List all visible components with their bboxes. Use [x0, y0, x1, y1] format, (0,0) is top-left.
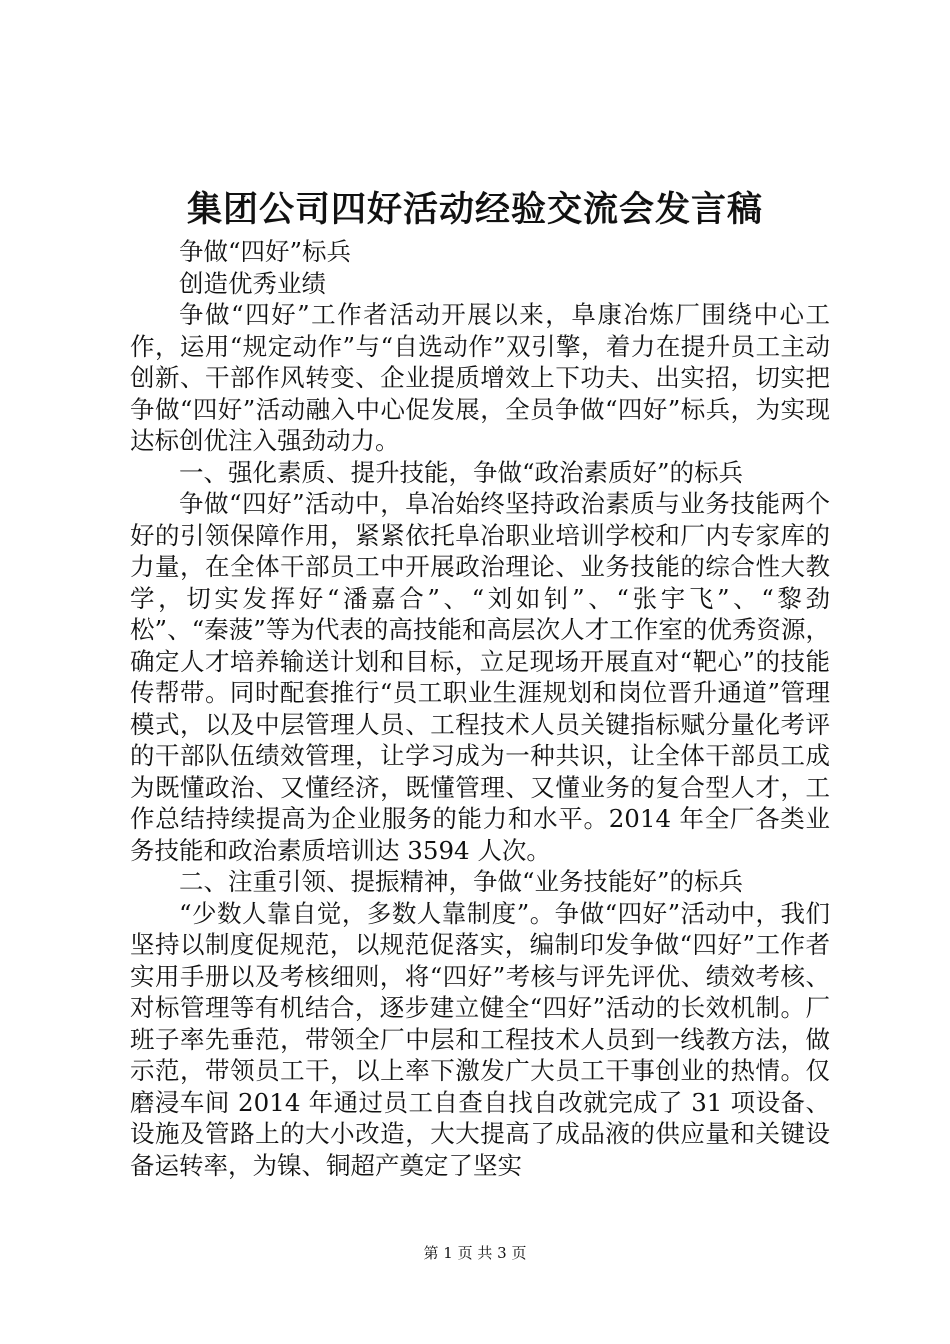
section-heading-2: 二、注重引领、提振精神，争做“业务技能好”的标兵	[179, 867, 744, 896]
section-heading-1: 一、强化素质、提升技能，争做“政治素质好”的标兵	[179, 457, 744, 487]
section-2-paragraph: “少数人靠自觉，多数人靠制度”。争做“四好”活动中，我们坚持以制度促规范，以规范促落实，编制印发争做“四好”工作者实用手册以及考核细则，将“四好”考核与评先评优、绩效考核、对标管理等有机结合，逐步建立健全“四好”活动的长效机制。厂班子率先垂范，带领全厂中层和工程技术人员到一线教方法，做示范，带领员工干，以上率下激发广大员工干事创业的热情。仅磨浸车间 2014 年通过员工自查自找自改就完成了 31 项设备、设施及管路上的大小改造，大大提高了成品液的供应量和关键设备运转率，为镍、铜超产奠定了坚实	[130, 898, 830, 1180]
document-body	[130, 236, 830, 1181]
subtitle-line-1: 争做“四好”标兵	[179, 237, 352, 266]
intro-paragraph: 争做“四好”工作者活动开展以来，阜康冶炼厂围绕中心工作，运用“规定动作”与“自选动作”双引擎，着力在提升员工主动创新、干部作风转变、企业提质增效上下功夫、出实招，切实把争做“四好”活动融入中心促发展，全员争做“四好”标兵，为实现达标创优注入强劲动力。	[130, 300, 830, 455]
document-title: 集团公司四好活动经验交流会发言稿	[186, 189, 763, 230]
section-1-paragraph: 争做“四好”活动中，阜冶始终坚持政治素质与业务技能两个好的引领保障作用，紧紧依托阜冶职业培训学校和厂内专家库的力量，在全体干部员工中开展政治理论、业务技能的综合性大教学，切实发挥好“潘嘉合”、“刘如钊”、“张宇飞”、“黎劲松”、“秦菠”等为代表的高技能和高层次人才工作室的优秀资源，确定人才培养输送计划和目标，立足现场开展直对“靶心”的技能传帮带。同时配套推行“员工职业生涯规划和岗位晋升通道”管理模式，以及中层管理人员、工程技术人员关键指标赋分量化考评的干部队伍绩效管理，让学习成为一种共识，让全体干部员工成为既懂政治、又懂经济，既懂管理、又懂业务的复合型人才，工作总结持续提高为企业服务的能力和水平。2014 年全厂各类业务技能和政治素质培训达 3594 人次。	[130, 489, 830, 865]
page-footer: 第 1 页 共 3 页	[423, 1244, 527, 1262]
subtitle-line-2: 创造优秀业绩	[179, 268, 326, 298]
